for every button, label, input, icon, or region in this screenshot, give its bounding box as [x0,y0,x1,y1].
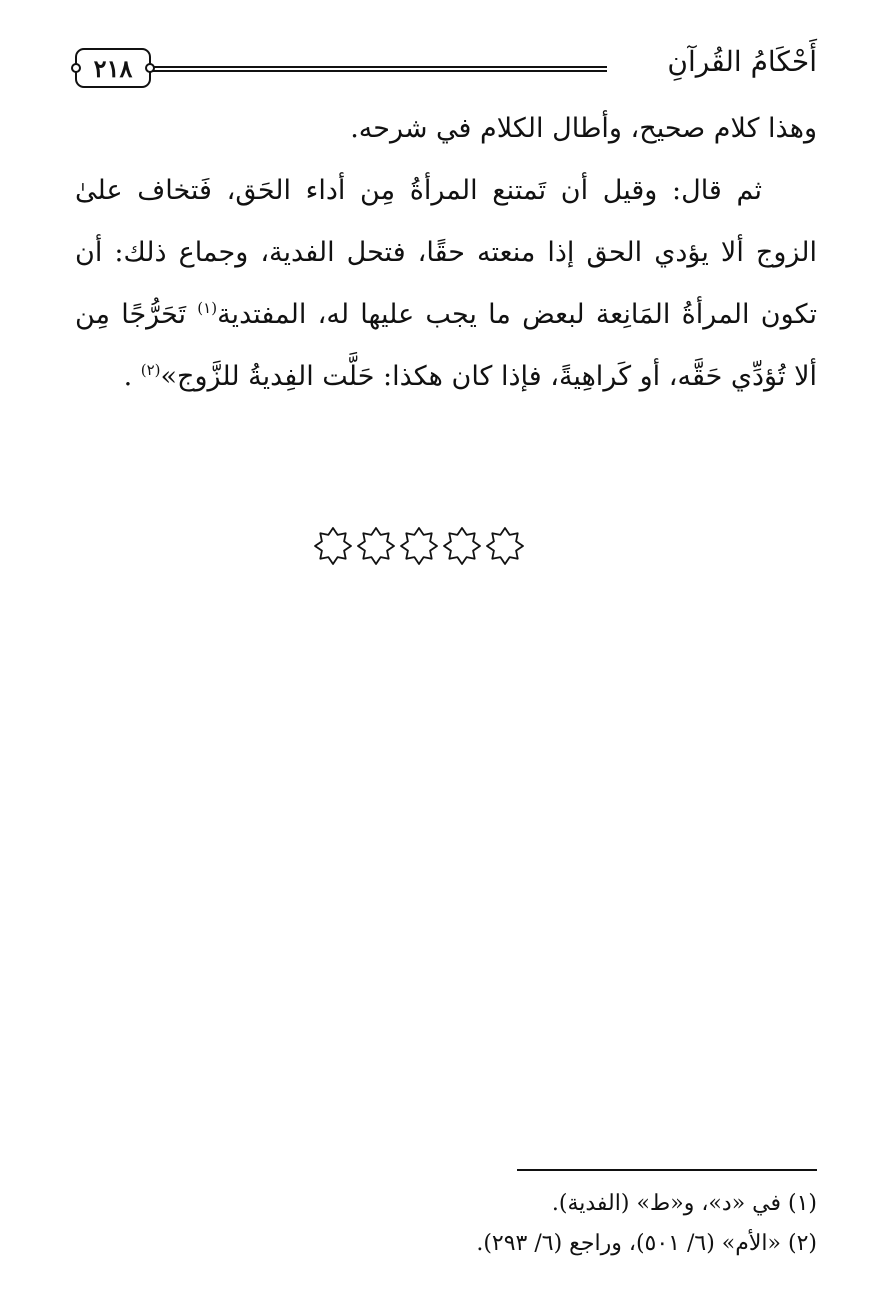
eight-point-star-icon [399,526,439,566]
text-span: . [123,361,141,392]
text-span: ثم قال: وقيل أن تَمتنع المرأةُ مِن أداء الحَق، فَتخاف علىٰ الزوج ألا يؤدي الحق إذا منعته حقًا، فتحل الفدية، وجماع ذلك: أن تكون المرأةُ المَانِعة لبعض ما يجب عليها له، المفتدية [75,175,817,330]
page-header [75,40,817,90]
eight-point-star-icon [485,526,525,566]
section-ornament [313,526,525,568]
book-title: أَحْكَامُ القُرآنِ [667,45,817,78]
footnotes [75,1184,817,1264]
page-number: ٢١٨ [75,48,151,88]
footnote-ref: (٢) [140,361,161,379]
header-rule [150,66,607,72]
eight-point-star-icon [313,526,353,566]
eight-point-star-icon [356,526,396,566]
eight-point-star-icon [442,526,482,566]
footnote-ref: (١) [197,299,218,317]
paragraph: وهذا كلام صحيح، وأطال الكلام في شرحه. [350,113,817,144]
main-text [75,98,817,408]
footnote: (١) في «د»، و«ط» (الفدية). [551,1191,817,1216]
footnote: (٢) «الأم» (٦/ ٥٠١)، وراجع (٦/ ٢٩٣). [476,1231,817,1256]
footnote-separator [517,1169,817,1171]
paragraph [75,160,817,408]
text-span: تَحَرُّجًا مِن ألا تُؤدِّي حَقَّه، أو كَراهِيةً، فإذا كان هكذا: حَلَّت الفِديةُ للزَّوج» [75,299,817,392]
